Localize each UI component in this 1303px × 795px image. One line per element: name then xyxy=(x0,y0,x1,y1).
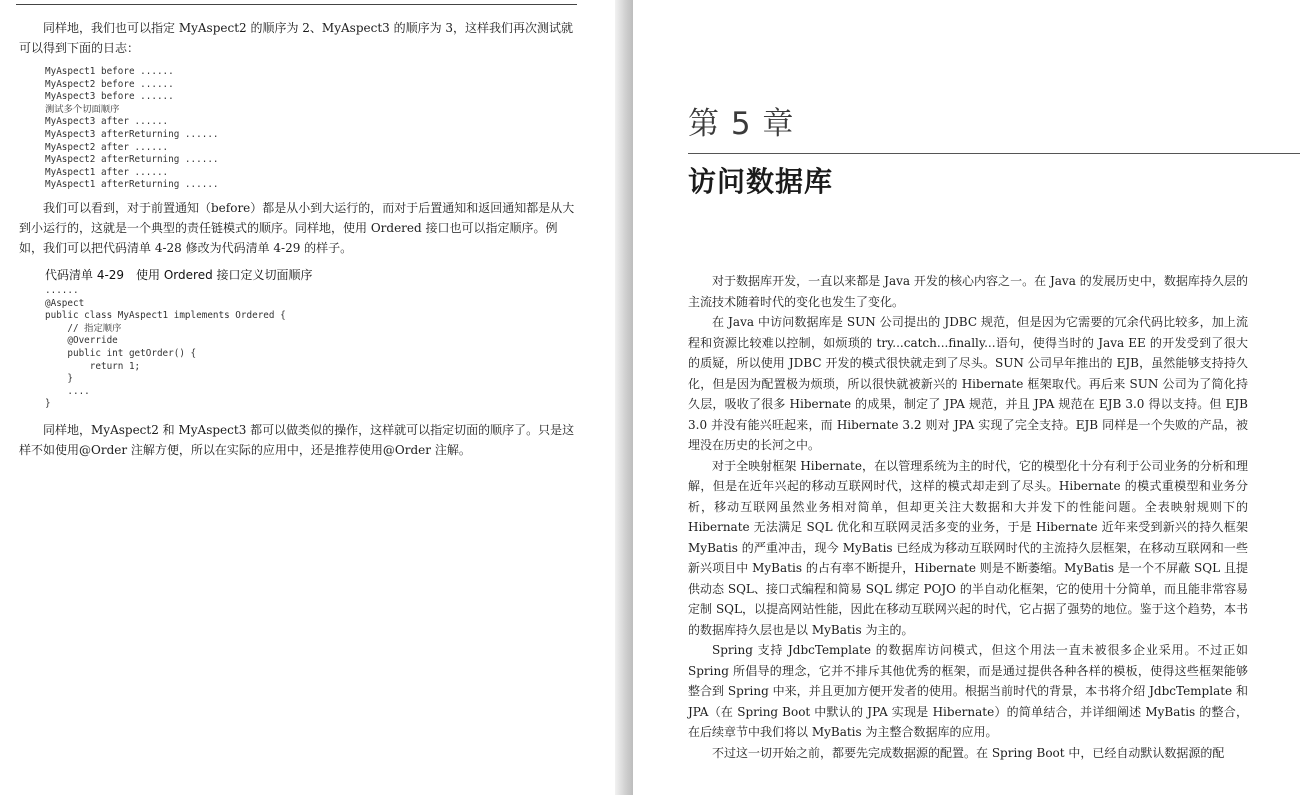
code-line: @Override xyxy=(45,335,118,347)
chapter-rule xyxy=(688,153,1300,154)
chapter-body xyxy=(688,271,1248,763)
body-paragraph: 在 Java 中访问数据库是 SUN 公司提出的 JDBC 规范，但是因为它需要的冗余代码比较多，加上流程和资源比较难以控制，如烦琐的 try...catch...finally...语句，使得当时的 Java EE 的开发受到了很大的质疑，所以使用 JDBC 开发的模式很快就走到了尽头。SUN 公司早年推出的 EJB，虽然能够支持持久化，但是因为配置极为烦琐，所以很快就被新兴的 Hibernate 框架取代。再后来 SUN 公司为了简化持久层，吸收了很多 Hibernate 的成果，制定了 JPA 规范，并且 JPA 规范在 EJB 3.0 得以支持。但 EJB 3.0 并没有能兴旺起来，而 Hibernate 3.2 则对 JPA 实现了完全支持。EJB 同样是一个失败的产品，被埋没在历史的长河之中。 xyxy=(688,315,1248,452)
log-output-block xyxy=(45,66,219,192)
body-paragraph: 对于数据库开发，一直以来都是 Java 开发的核心内容之一。在 Java 的发展历史中，数据库持久层的主流技术随着时代的变化也发生了变化。 xyxy=(688,274,1248,309)
chapter-number: 第 5 章 xyxy=(688,106,795,142)
code-line: @Aspect xyxy=(45,297,85,309)
body-paragraph: 对于全映射框架 Hibernate，在以管理系统为主的时代，它的模型化十分有利于公司业务的分析和理解，但是在近年兴起的移动互联网时代，这样的模式却走到了尽头。Hibernate 的模式重模型和业务分析，移动互联网虽然业务相对简单，但却更关注大数据和大并发下的性能问题。全表映射规则下的 Hibernate 无法满足 SQL 优化和互联网灵活多变的业务，于是 Hibernate 近年来受到新兴的持久框架 MyBatis 的严重冲击，现今 MyBatis 已经成为移动互联网时代的主流持久层框架，在移动互联网和一些新兴项目中 MyBatis 的占有率不断提升，Hibernate 则是不断萎缩。MyBatis 是一个不屏蔽 SQL 且提供动态 SQL、接口式编程和简易 SQL 绑定 POJO 的半自动化框架，它的使用十分简单，而且能非常容易定制 SQL，以提高网站性能，因此在移动互联网兴起的时代，它占据了强势的地位。鉴于这个趋势，本书的数据库持久层也是以 MyBatis 为主的。 xyxy=(688,458,1248,637)
code-line: public class MyAspect1 implements Ordered { xyxy=(45,310,286,322)
paragraph-order-conclusion: 同样地，MyAspect2 和 MyAspect3 都可以做类似的操作，这样就可以指定切面的顺序了。只是这样不如使用@Order 注解方便，所以在实际的应用中，还是推荐使用@Order 注解。 xyxy=(19,423,575,457)
log-line: MyAspect3 after ...... xyxy=(45,116,169,128)
paragraph-order-intro: 同样地，我们也可以指定 MyAspect2 的顺序为 2、MyAspect3 的顺序为 3，这样我们再次测试就可以得到下面的日志： xyxy=(19,21,574,55)
code-line: public int getOrder() { xyxy=(45,347,197,359)
code-line: // 指定顺序 xyxy=(45,322,122,334)
log-line: MyAspect2 before ...... xyxy=(45,78,174,90)
code-line: } xyxy=(45,398,51,410)
top-rule xyxy=(16,4,577,5)
log-line: MyAspect3 before ...... xyxy=(45,91,174,103)
log-line: MyAspect1 afterReturning ...... xyxy=(45,179,219,191)
log-line: MyAspect1 after ...... xyxy=(45,166,169,178)
code-line: .... xyxy=(45,385,90,397)
code-listing-block xyxy=(45,285,286,411)
code-line: return 1; xyxy=(45,360,141,372)
log-line: MyAspect1 before ...... xyxy=(45,66,174,77)
log-line: MyAspect3 afterReturning ...... xyxy=(45,128,219,140)
book-gutter xyxy=(615,0,633,795)
log-line: MyAspect2 afterReturning ...... xyxy=(45,154,219,166)
body-paragraph: 不过这一切开始之前，都要先完成数据源的配置。在 Spring Boot 中，已经自动默认数据源的配 xyxy=(712,745,1225,760)
code-line: ...... xyxy=(45,285,79,296)
listing-title: 代码清单 4-29 使用 Ordered 接口定义切面顺序 xyxy=(45,268,313,282)
code-line: } xyxy=(45,373,73,385)
chapter-title: 访问数据库 xyxy=(688,165,834,198)
log-line: MyAspect2 after ...... xyxy=(45,141,169,153)
log-line: 测试多个切面顺序 xyxy=(45,103,120,115)
right-page xyxy=(633,0,1303,795)
left-page xyxy=(0,0,615,795)
paragraph-advice-order: 我们可以看到，对于前置通知（before）都是从小到大运行的，而对于后置通知和返回通知都是从大到小运行的，这就是一个典型的责任链模式的顺序。同样地，使用 Ordered 接口也可以指定顺序。例如，我们可以把代码清单 4-28 修改为代码清单 4-29 的样子。 xyxy=(19,201,575,255)
body-paragraph: Spring 支持 JdbcTemplate 的数据库访问模式，但这个用法一直未被很多企业采用。不过正如 Spring 所倡导的理念，它并不排斥其他优秀的框架，而是通过提供各种各样的模板，使得这些框架能够整合到 Spring 中来，并且更加方便开发者的使用。根据当前时代的背景，本书将介绍 JdbcTemplate 和 JPA（在 Spring Boot 中默认的 JPA 实现是 Hibernate）的简单结合，并详细阐述 MyBatis 的整合，在后续章节中我们将以 MyBatis 为主整合数据库的应用。 xyxy=(688,643,1248,739)
